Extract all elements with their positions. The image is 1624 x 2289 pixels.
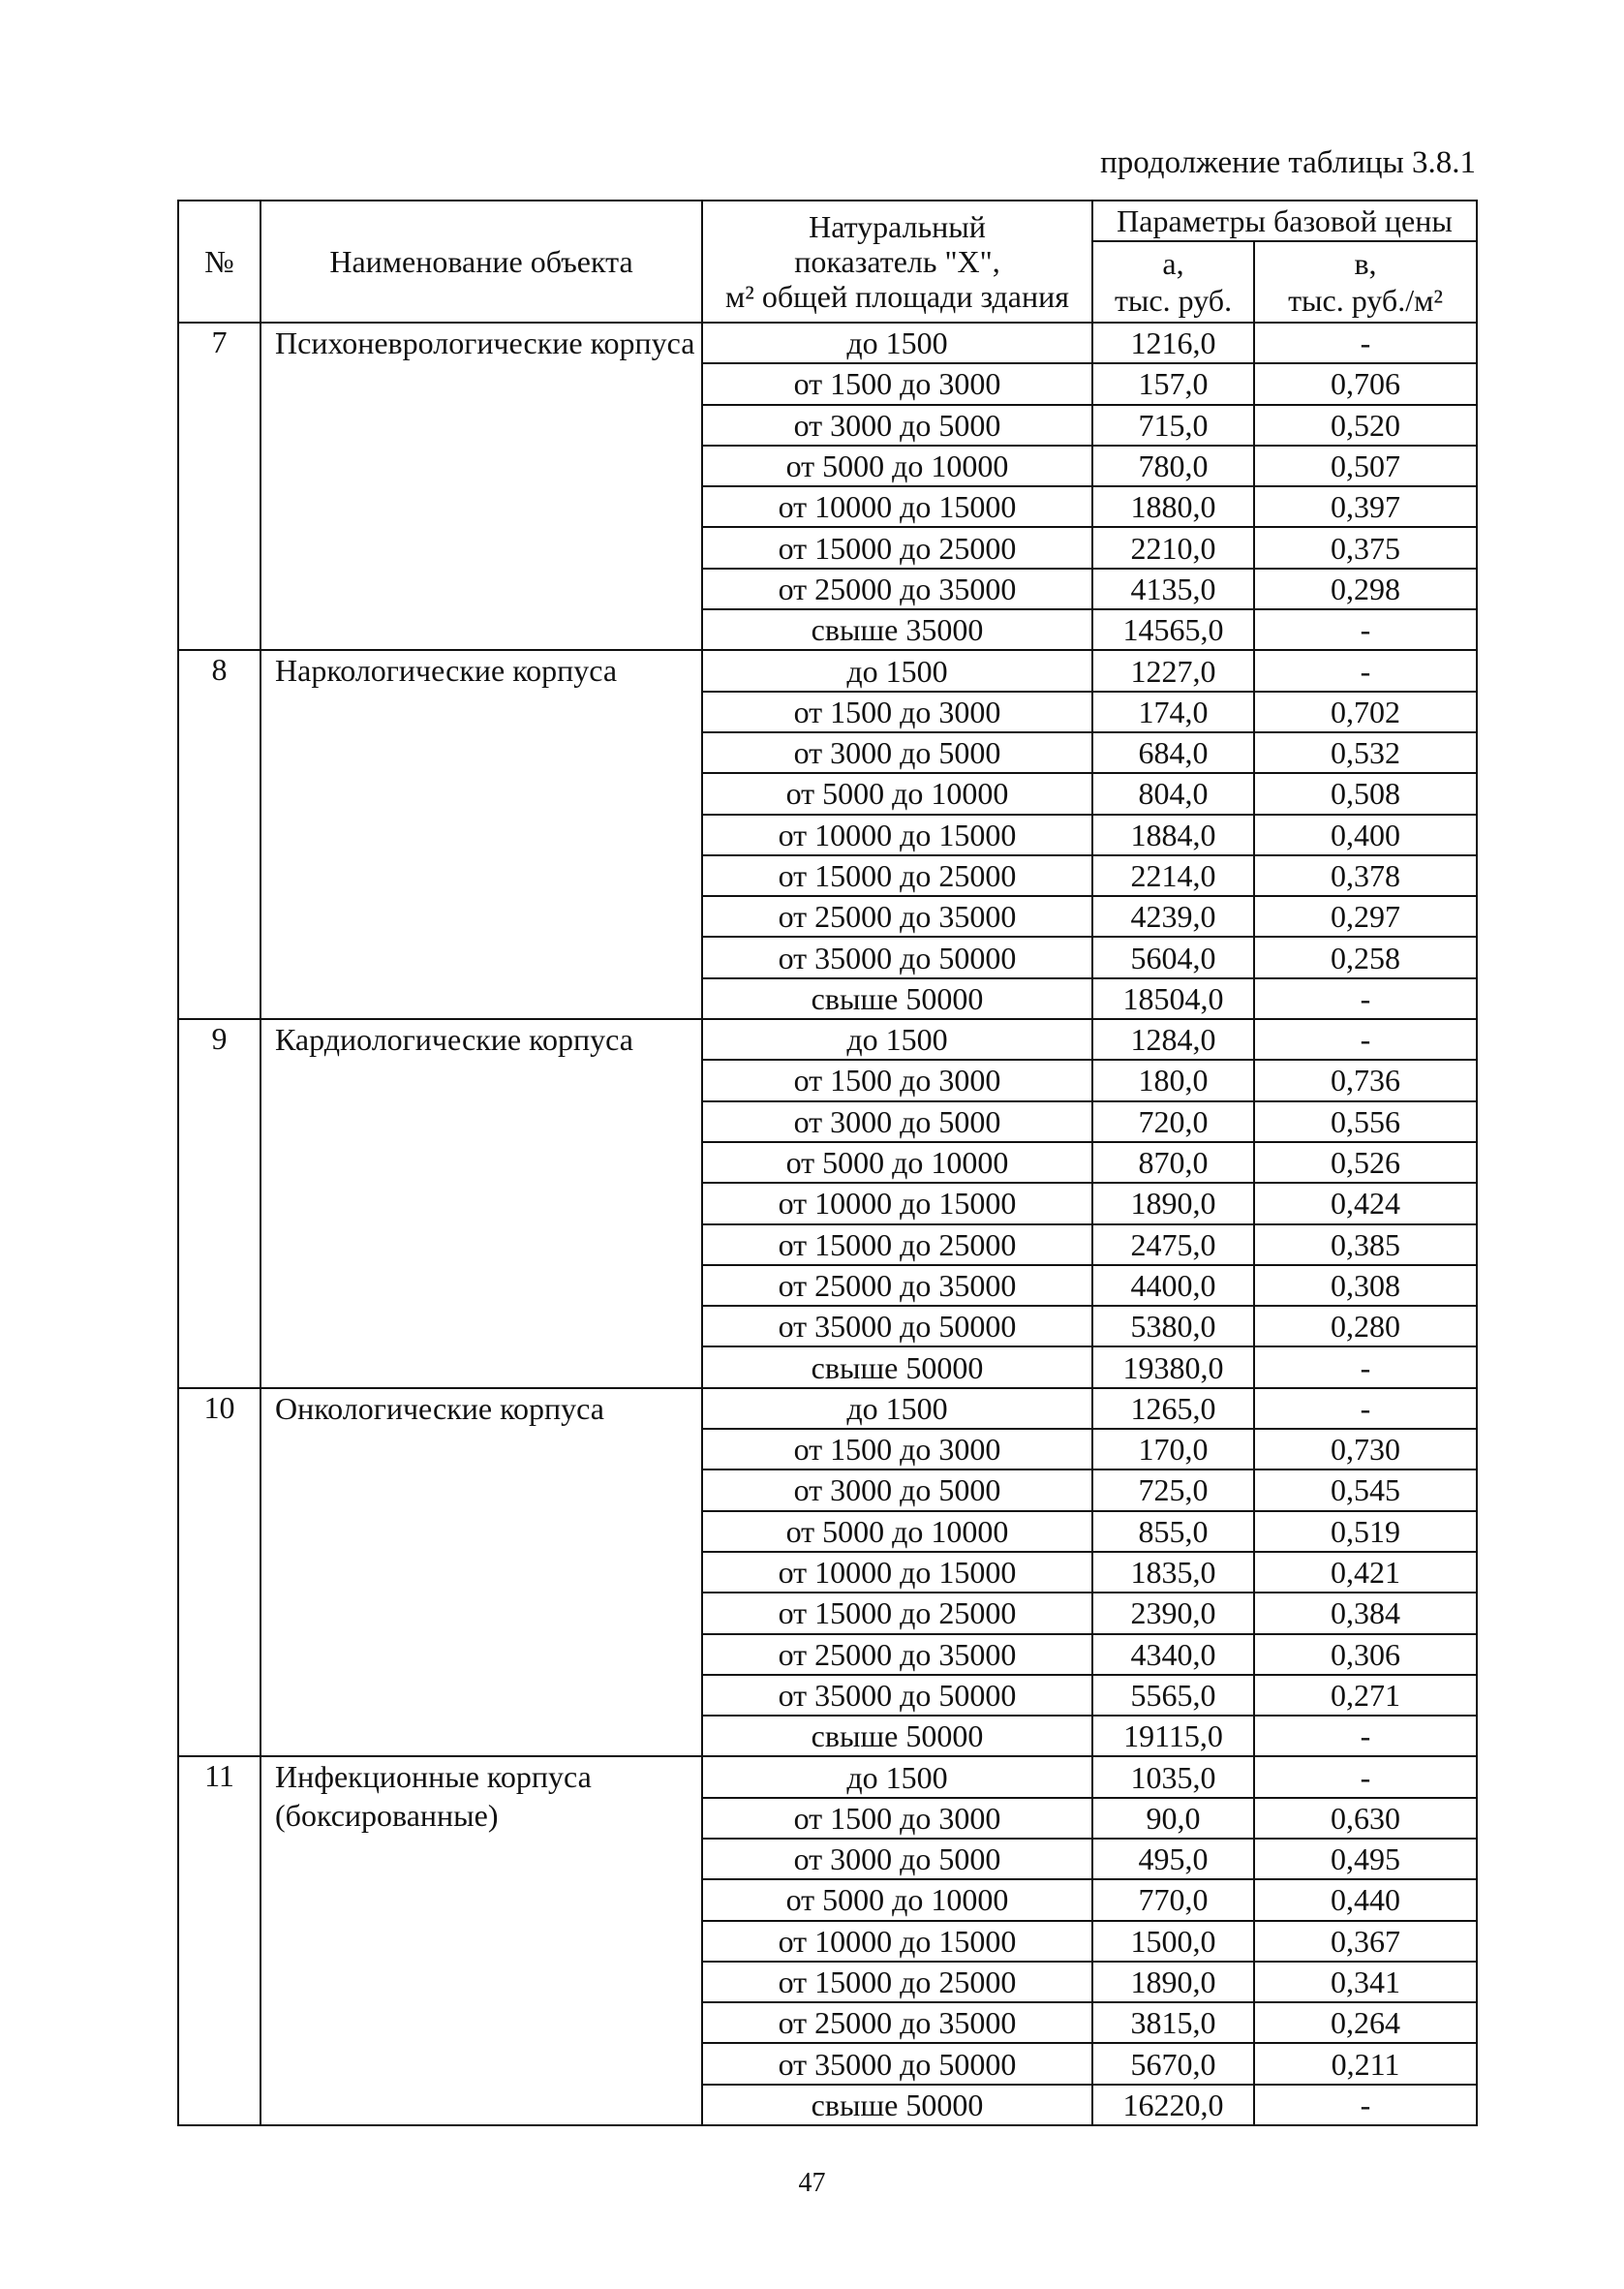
page-number: 47 [798,2168,826,2198]
indicator-range: от 10000 до 15000 [702,1183,1092,1223]
object-number: 7 [178,323,260,650]
param-b-value: - [1254,1019,1477,1060]
indicator-range: от 10000 до 15000 [702,815,1092,855]
indicator-range: от 3000 до 5000 [702,405,1092,446]
param-b-value: 0,298 [1254,569,1477,609]
price-parameters-table [177,200,1478,2126]
param-a-value: 2475,0 [1092,1224,1254,1265]
param-a-value: 170,0 [1092,1429,1254,1469]
param-a-value: 180,0 [1092,1060,1254,1100]
param-a-value: 1284,0 [1092,1019,1254,1060]
param-a-value: 855,0 [1092,1511,1254,1552]
table-header [178,201,1477,323]
param-b-value: 0,384 [1254,1593,1477,1633]
table-row [178,1019,1477,1060]
param-b-value: 0,495 [1254,1839,1477,1879]
param-b-value: 0,271 [1254,1675,1477,1716]
indicator-range: от 10000 до 15000 [702,1921,1092,1962]
header-param-a [1092,241,1254,323]
indicator-range: свыше 35000 [702,609,1092,650]
param-b-value: - [1254,1388,1477,1429]
table-caption: продолжение таблицы 3.8.1 [1100,145,1476,180]
indicator-range: от 5000 до 10000 [702,1879,1092,1920]
param-b-value: 0,520 [1254,405,1477,446]
indicator-range: от 3000 до 5000 [702,732,1092,773]
param-a-value: 870,0 [1092,1142,1254,1183]
header-indicator-line2: показатель "X", [794,244,1000,279]
param-b-value: 0,702 [1254,692,1477,732]
object-number: 8 [178,650,260,1019]
indicator-range: от 25000 до 35000 [702,2002,1092,2043]
param-b-value: 0,545 [1254,1469,1477,1510]
object-number: 10 [178,1388,260,1757]
indicator-range: от 25000 до 35000 [702,569,1092,609]
indicator-range: от 15000 до 25000 [702,855,1092,896]
param-b-value: 0,341 [1254,1962,1477,2002]
param-b-value: - [1254,978,1477,1019]
header-indicator-line3: м² общей площади здания [725,279,1069,314]
indicator-range: от 3000 до 5000 [702,1101,1092,1142]
param-b-value: 0,526 [1254,1142,1477,1183]
param-a-value: 684,0 [1092,732,1254,773]
param-b-value: - [1254,2085,1477,2125]
param-b-value: 0,706 [1254,363,1477,404]
indicator-range: от 35000 до 50000 [702,2043,1092,2084]
param-a-value: 715,0 [1092,405,1254,446]
indicator-range: от 25000 до 35000 [702,896,1092,937]
indicator-range: от 10000 до 15000 [702,486,1092,527]
param-b-value: 0,397 [1254,486,1477,527]
indicator-range: от 15000 до 25000 [702,1593,1092,1633]
param-b-value: - [1254,323,1477,363]
param-a-value: 5670,0 [1092,2043,1254,2084]
indicator-range: от 1500 до 3000 [702,1429,1092,1469]
param-a-value: 1227,0 [1092,650,1254,691]
param-b-value: 0,532 [1254,732,1477,773]
param-b-value: 0,507 [1254,446,1477,486]
param-b-value: 0,367 [1254,1921,1477,1962]
header-indicator [702,201,1092,323]
table-row [178,323,1477,363]
param-a-value: 720,0 [1092,1101,1254,1142]
param-b-value: 0,211 [1254,2043,1477,2084]
param-b-value: 0,308 [1254,1265,1477,1306]
param-b-value: - [1254,1346,1477,1387]
param-b-value: 0,306 [1254,1634,1477,1675]
param-b-value: 0,264 [1254,2002,1477,2043]
param-b-value: 0,400 [1254,815,1477,855]
object-name: Наркологические корпуса [260,650,702,1019]
object-name: Инфекционные корпуса (боксированные) [260,1756,702,2125]
param-b-value: 0,258 [1254,937,1477,977]
param-b-value: 0,508 [1254,773,1477,814]
indicator-range: свыше 50000 [702,1346,1092,1387]
header-param-b [1254,241,1477,323]
param-a-value: 1880,0 [1092,486,1254,527]
param-a-value: 1500,0 [1092,1921,1254,1962]
param-b-value: 0,297 [1254,896,1477,937]
param-a-value: 4400,0 [1092,1265,1254,1306]
indicator-range: от 25000 до 35000 [702,1265,1092,1306]
param-a-value: 4135,0 [1092,569,1254,609]
param-a-value: 90,0 [1092,1798,1254,1839]
param-a-value: 2214,0 [1092,855,1254,896]
indicator-range: от 25000 до 35000 [702,1634,1092,1675]
indicator-range: от 3000 до 5000 [702,1839,1092,1879]
object-number: 9 [178,1019,260,1388]
indicator-range: до 1500 [702,1388,1092,1429]
object-name: Кардиологические корпуса [260,1019,702,1388]
header-object-name: Наименование объекта [260,201,702,323]
indicator-range: от 15000 до 25000 [702,1224,1092,1265]
header-param-b-unit: тыс. руб./м² [1288,283,1443,318]
indicator-range: от 15000 до 25000 [702,1962,1092,2002]
indicator-range: от 1500 до 3000 [702,1798,1092,1839]
table-row [178,1388,1477,1429]
indicator-range: от 1500 до 3000 [702,363,1092,404]
param-a-value: 1835,0 [1092,1552,1254,1593]
param-a-value: 725,0 [1092,1469,1254,1510]
indicator-range: от 35000 до 50000 [702,937,1092,977]
indicator-range: до 1500 [702,323,1092,363]
indicator-range: свыше 50000 [702,978,1092,1019]
param-a-value: 5380,0 [1092,1306,1254,1346]
param-a-value: 18504,0 [1092,978,1254,1019]
indicator-range: до 1500 [702,1019,1092,1060]
indicator-range: от 15000 до 25000 [702,527,1092,568]
param-a-value: 495,0 [1092,1839,1254,1879]
indicator-range: от 5000 до 10000 [702,1142,1092,1183]
param-a-value: 770,0 [1092,1879,1254,1920]
param-a-value: 1884,0 [1092,815,1254,855]
indicator-range: до 1500 [702,650,1092,691]
header-number: № [178,201,260,323]
table-row [178,1756,1477,1797]
header-param-a-label: а, [1162,246,1184,281]
param-a-value: 19115,0 [1092,1716,1254,1756]
param-b-value: 0,440 [1254,1879,1477,1920]
param-b-value: 0,730 [1254,1429,1477,1469]
param-b-value: 0,424 [1254,1183,1477,1223]
param-b-value: 0,556 [1254,1101,1477,1142]
param-b-value: - [1254,650,1477,691]
indicator-range: до 1500 [702,1756,1092,1797]
param-b-value: - [1254,1716,1477,1756]
indicator-range: свыше 50000 [702,2085,1092,2125]
param-b-value: 0,736 [1254,1060,1477,1100]
param-a-value: 804,0 [1092,773,1254,814]
indicator-range: от 35000 до 50000 [702,1675,1092,1716]
indicator-range: от 10000 до 15000 [702,1552,1092,1593]
param-a-value: 16220,0 [1092,2085,1254,2125]
param-b-value: - [1254,609,1477,650]
param-a-value: 3815,0 [1092,2002,1254,2043]
header-base-price-params: Параметры базовой цены [1092,201,1477,241]
param-a-value: 4239,0 [1092,896,1254,937]
indicator-range: от 5000 до 10000 [702,1511,1092,1552]
param-b-value: 0,280 [1254,1306,1477,1346]
header-indicator-line1: Натуральный [809,209,986,244]
param-a-value: 157,0 [1092,363,1254,404]
param-a-value: 2210,0 [1092,527,1254,568]
param-b-value: - [1254,1756,1477,1797]
param-b-value: 0,421 [1254,1552,1477,1593]
indicator-range: от 5000 до 10000 [702,773,1092,814]
header-param-b-label: в, [1354,246,1377,281]
param-a-value: 19380,0 [1092,1346,1254,1387]
param-a-value: 1035,0 [1092,1756,1254,1797]
param-a-value: 5565,0 [1092,1675,1254,1716]
param-a-value: 780,0 [1092,446,1254,486]
param-b-value: 0,519 [1254,1511,1477,1552]
indicator-range: от 1500 до 3000 [702,1060,1092,1100]
param-a-value: 5604,0 [1092,937,1254,977]
param-a-value: 1890,0 [1092,1962,1254,2002]
param-a-value: 2390,0 [1092,1593,1254,1633]
param-a-value: 1890,0 [1092,1183,1254,1223]
param-a-value: 174,0 [1092,692,1254,732]
header-param-a-unit: тыс. руб. [1114,283,1233,318]
indicator-range: от 35000 до 50000 [702,1306,1092,1346]
indicator-range: от 5000 до 10000 [702,446,1092,486]
object-name: Онкологические корпуса [260,1388,702,1757]
indicator-range: свыше 50000 [702,1716,1092,1756]
indicator-range: от 3000 до 5000 [702,1469,1092,1510]
param-b-value: 0,375 [1254,527,1477,568]
param-b-value: 0,378 [1254,855,1477,896]
table-body [178,323,1477,2125]
param-b-value: 0,385 [1254,1224,1477,1265]
param-a-value: 4340,0 [1092,1634,1254,1675]
param-a-value: 1216,0 [1092,323,1254,363]
indicator-range: от 1500 до 3000 [702,692,1092,732]
param-a-value: 14565,0 [1092,609,1254,650]
param-b-value: 0,630 [1254,1798,1477,1839]
object-name: Психоневрологические корпуса [260,323,702,650]
table-row [178,650,1477,691]
param-a-value: 1265,0 [1092,1388,1254,1429]
object-number: 11 [178,1756,260,2125]
